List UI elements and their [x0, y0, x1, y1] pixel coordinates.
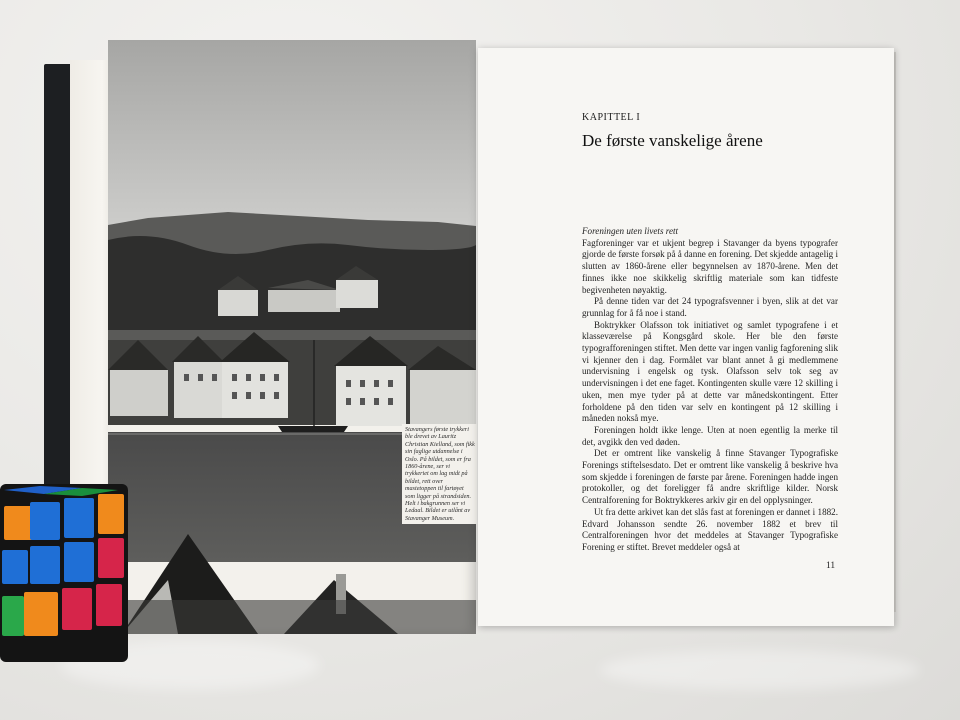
paragraph: Fagforeninger var et ukjent begrep i Stavanger da byens typografer gjorde de første forsøk på å danne en forening. Det skjedde antagelig i slutten av 1860-årene eller begynnelsen av 1870-årene. Men det finnes ikke noe skikkelig skriftlig materiale som kan tidfeste begivenheten nøyaktig. — [582, 237, 838, 295]
left-page — [108, 40, 476, 634]
photo-caption: Stavangers første trykkeri ble drevet av Lauritz Christian Kielland, som fikk sin faglige utdannelse i Oslo. På bildet, som er fra 1860-årene, ser vi trykkeriet om lag midt på bildet, rett over mastetoppen til fartøyet som ligger på strandsiden. Helt i bakgrunnen ser vi Ledaal. Bildet er utlånt av Stavanger Museum. — [402, 424, 477, 524]
page-number: 11 — [826, 561, 836, 571]
harbor-photograph — [108, 40, 476, 634]
chapter-title: De første vanskelige årene — [582, 131, 763, 150]
paragraph: Ut fra dette arkivet kan det slås fast at foreningen er dannet i 1882. Edvard Johansson sendte 26. november 1882 et brev til Centralforeningen hvor det meddeles at Stavanger Typografiske Forening er stiftet. Brevet meddeler også at — [582, 506, 838, 552]
rubiks-cube — [0, 484, 130, 664]
section-subheading: Foreningen uten livets rett — [582, 226, 679, 236]
paragraph: Boktrykker Olafsson tok initiativet og samlet typografene i et klasseværelse på Kongsgård skole. Her ble den første typografforeningen stiftet. Men dette var ingen vanlig fagforening slik vi kjenner den i dag. Formålet var blant annet å gi medlemmene undervisning i engelsk og tysk. Olafsson selv tok seg av undervisningen i det ene faget. Kontingenten skulle være 12 skilling i uken, men myе tyder på at dette var månedskontingent. Etter forholdene på den tiden var selv en kontingent på 12 skilling i måneden nokså mye. — [582, 319, 838, 424]
body-text — [582, 226, 838, 554]
paragraph: Det er omtrent like vanskelig å finne Stavanger Typografiske Forenings stiftelsesdato. Det er omtrent like vanskelig å beskrive hva som skjedde i foreningen de første par årene. Foreningen hadde ingen protokoller, og det foreligger få andre skriftlige kilder. Norsk Centralforening for Boktrykkeres arkiv gir en del opplysninger. — [582, 448, 838, 506]
right-page — [478, 48, 894, 626]
chapter-label: KAPITTEL I — [582, 112, 641, 123]
paragraph: På denne tiden var det 24 typografsvenner i byen, slik at det var grunnlag for å få noe i stand. — [582, 296, 838, 318]
paragraph: Foreningen holdt ikke lenge. Uten at noen egentlig la merke til det, avgikk den ved døden. — [582, 424, 838, 447]
